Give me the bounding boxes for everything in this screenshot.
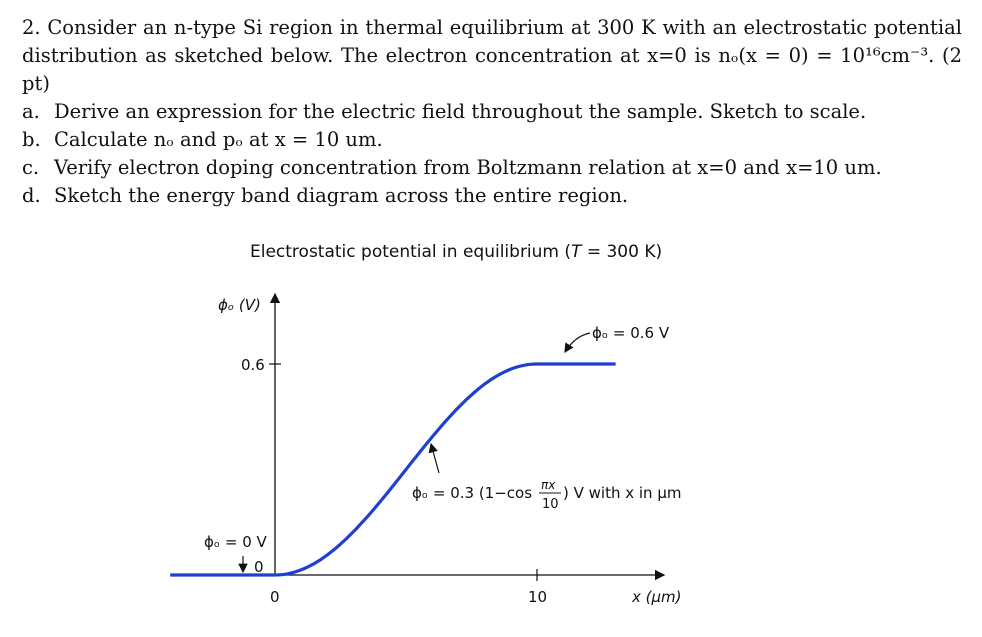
problem-items [22,98,962,210]
item-letter: b. [22,128,41,151]
formula-numerator: πx [541,478,556,492]
problem-statement [22,14,962,210]
annotation-top: ϕₒ = 0.6 V [592,324,670,342]
formula-prefix: ϕₒ = 0.3 (1−cos [412,484,533,502]
item-letter: a. [22,100,40,123]
item-text: Sketch the energy band diagram across the entire region. [54,184,629,207]
formula-suffix: ) V with x in μm [563,484,682,502]
item-text: Derive an expression for the electric field throughout the sample. Sketch to scale. [54,100,867,123]
item-letter: d. [22,184,41,207]
item-letter: c. [22,156,40,179]
annotation-left-zero: 0 [254,558,264,576]
y-axis-label: ϕₒ (V) [218,296,261,314]
potential-plot [0,230,982,630]
annotation-left: ϕₒ = 0 V [204,533,267,551]
problem-item-d [22,182,962,210]
y-tick-label: 0.6 [241,356,265,374]
annotation-arrow-formula [431,444,439,473]
x-tick-label-0: 0 [270,588,280,606]
problem-intro: 2. Consider an n-type Si region in thermal equilibrium at 300 K with an electrostatic potential distribution as sketched below. The electron concentration at x=0 is nₒ(x = 0) = 10¹⁶cm⁻³. (2 pt) [22,16,962,95]
annotation-arrow-top [565,333,590,352]
item-text: Verify electron doping concentration from Boltzmann relation at x=0 and x=10 um. [54,156,882,179]
problem-item-c [22,154,962,182]
potential-figure [0,230,982,630]
item-text: Calculate nₒ and pₒ at x = 10 um. [54,128,383,151]
formula-denominator: 10 [542,497,559,512]
figure-title: Electrostatic potential in equilibrium (T = 300 K) [250,242,663,262]
problem-item-a [22,98,962,126]
x-axis-label: x (μm) [632,588,682,606]
problem-item-b [22,126,962,154]
x-tick-label-10: 10 [528,588,548,606]
